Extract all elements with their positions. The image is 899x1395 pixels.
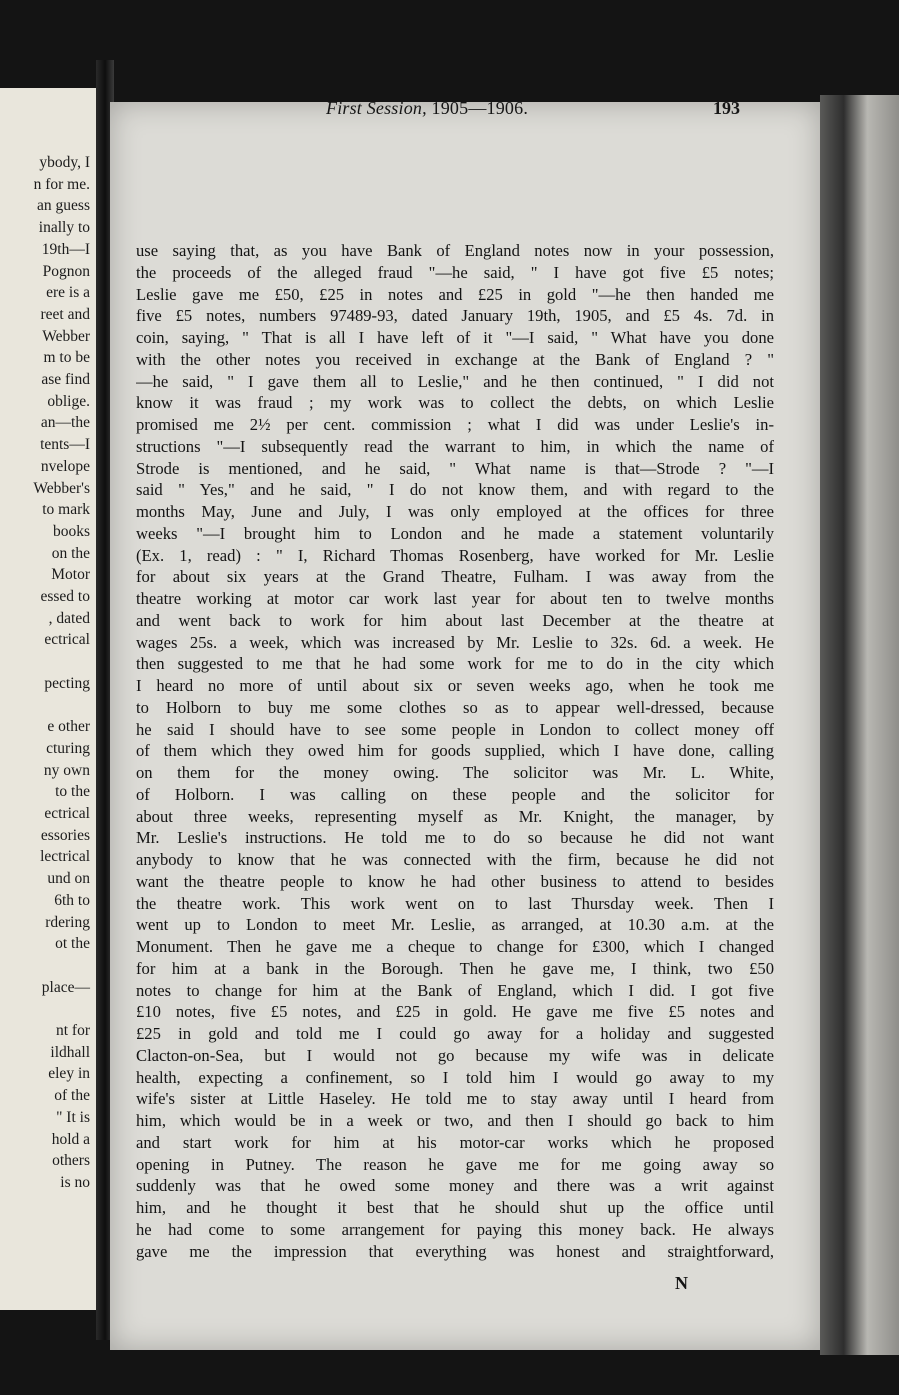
text-line: use saying that, as you have Bank of England notes now in your possession, <box>136 241 774 260</box>
left-page-fragment: nt for <box>55 1022 90 1039</box>
left-page-fragment: ildhall <box>50 1043 90 1061</box>
text-line: months May, June and July, I was only employed at the offices for three <box>136 502 774 521</box>
text-line: health, expecting a confinement, so I told him I would go away to my <box>136 1067 774 1087</box>
left-page-fragment: Webber's <box>33 479 90 497</box>
left-page-fragment: tents—I <box>40 436 90 454</box>
text-line: theatre working at motor car work last year for about ten to twelve months <box>136 589 774 608</box>
left-page-fragment: essed to <box>40 588 90 605</box>
left-page-fragment: place— <box>41 978 90 996</box>
text-line: gave me the impression that everything was honest and straightforward, <box>136 1241 774 1261</box>
text-line: said " Yes," and he said, " I do not know them, and with regard to the <box>136 480 774 500</box>
left-page-fragment: on the <box>51 544 90 562</box>
left-page-fragment: ectrical <box>44 631 90 649</box>
left-page-fragment: lectrical <box>40 848 90 866</box>
text-line: opening in Putney. The reason he gave me for me going away so <box>136 1154 774 1174</box>
left-page-fragment: e other <box>47 718 90 736</box>
text-line: the theatre work. This work went on to last Thursday week. Then I <box>136 893 774 913</box>
left-page-fragment: of the <box>54 1087 90 1105</box>
text-line: then suggested to me that he had some work for me to do in the city which <box>136 654 774 674</box>
text-line: with the other notes you received in exchange at the Bank of England ? " <box>136 349 774 369</box>
left-page-fragment: Pognon <box>42 262 90 280</box>
left-page-fragment: n for me. <box>33 175 90 193</box>
text-line: went up to London to meet Mr. Leslie, as arranged, at 10.30 a.m. at the <box>136 915 774 935</box>
text-line: £25 in gold and told me I could go away for a holiday and suggested <box>136 1024 774 1043</box>
text-line: know it was fraud ; my work was to collect the debts, on which Leslie <box>136 393 774 413</box>
text-line: and start work for him at his motor-car works which he proposed <box>136 1132 774 1152</box>
left-page-fragment: Webber <box>42 327 90 345</box>
text-line: anybody to know that he was connected with the firm, because he did not <box>136 850 774 869</box>
left-page-fragment: ase find <box>41 371 90 388</box>
text-line: about three weeks, representing myself as Mr. Knight, the manager, by <box>136 806 774 826</box>
text-line: the proceeds of the alleged fraud "—he said, " I have got five £5 notes; <box>136 262 774 282</box>
text-line: structions "—I subsequently read the warrant to him, in which the name of <box>136 436 774 456</box>
left-page-fragment: books <box>52 522 90 540</box>
left-page-fragment: rdering <box>45 913 90 931</box>
signature-mark: N <box>675 1273 688 1293</box>
text-line: he said I should have to see some people in London to collect money off <box>136 719 774 739</box>
facing-page-left <box>0 88 96 1310</box>
page-body-text <box>136 240 774 1262</box>
page-edge-right <box>820 95 899 1355</box>
text-line: —he said, " I gave them all to Leslie," and he then continued, " I did not <box>136 371 774 391</box>
left-page-fragment: others <box>52 1152 90 1170</box>
text-line: for about six years at the Grand Theatre, Fulham. I was away from the <box>136 567 774 587</box>
text-line: wife's sister at Little Haseley. He told me to stay away until I heard from <box>136 1089 774 1109</box>
text-line: I heard no more of until about six or seven weeks ago, when he took me <box>136 676 774 695</box>
text-line: him, and he thought it best that he should shut up the office until <box>136 1198 774 1217</box>
text-line: notes to change for him at the Bank of England, which I did. I got five <box>136 980 774 1000</box>
left-page-fragment: eley in <box>48 1065 90 1083</box>
text-line: of Holborn. I was calling on these people and the solicitor for <box>136 784 774 804</box>
text-line: for him at a bank in the Borough. Then he gave me, I think, two £50 <box>136 958 774 978</box>
left-page-fragment: inally to <box>38 219 90 237</box>
text-line: coin, saying, " That is all I have left of it "—I said, " What have you done <box>136 328 774 347</box>
left-page-fragment: pecting <box>44 674 90 692</box>
left-page-fragment: cturing <box>46 739 90 757</box>
left-page-fragment: to mark <box>42 501 90 519</box>
text-line: five £5 notes, numbers 97489-93, dated January 19th, 1905, and £5 4s. 7d. in <box>136 306 774 326</box>
text-line: (Ex. 1, read) : " I, Richard Thomas Rosenberg, have worked for Mr. Leslie <box>136 545 774 565</box>
left-page-fragment: 6th to <box>54 891 90 909</box>
left-page-fragment: ectrical <box>44 805 90 822</box>
left-page-fragment: reet and <box>40 305 90 323</box>
left-page-fragment: is no <box>60 1173 90 1191</box>
left-page-fragment: ere is a <box>46 284 90 302</box>
text-line: Clacton-on-Sea, but I would not go because my wife was in delicate <box>136 1045 774 1065</box>
page-193 <box>110 102 820 1350</box>
left-page-fragment: hold a <box>51 1130 90 1148</box>
left-page-fragment: an—the <box>40 414 90 432</box>
left-page-fragment: oblige. <box>47 392 90 410</box>
text-line: weeks "—I brought him to London and he made a statement voluntarily <box>136 523 774 543</box>
text-line: he had come to some arrangement for paying this money back. He always <box>136 1219 774 1239</box>
text-line: wages 25s. a week, which was increased by Mr. Leslie to 32s. 6d. a week. He <box>136 632 774 652</box>
left-page-fragment: 19th—I <box>41 240 90 258</box>
text-line: want the theatre people to know he had other business to attend to besides <box>136 871 774 891</box>
left-page-fragment: ny own <box>43 761 90 779</box>
left-page-fragment: Motor <box>51 566 90 584</box>
text-line: Mr. Leslie's instructions. He told me to do so because he did not want <box>136 828 774 848</box>
left-page-fragment: und on <box>47 870 90 888</box>
text-line: on them for the money owing. The solicitor was Mr. L. White, <box>136 763 774 782</box>
running-header <box>230 98 740 124</box>
text-line: of them which they owed him for goods supplied, which I have done, calling <box>136 741 774 761</box>
text-line: promised me 2½ per cent. commission ; what I did was under Leslie's in- <box>136 415 774 434</box>
text-line: and went back to work for him about last December at the theatre at <box>136 610 774 630</box>
left-page-fragment: ybody, I <box>39 154 90 171</box>
left-page-fragment: m to be <box>43 349 90 367</box>
running-title <box>326 98 528 119</box>
left-page-fragment: " It is <box>56 1108 90 1126</box>
left-page-fragment: , dated <box>48 609 90 627</box>
text-line: Monument. Then he gave me a cheque to change for £300, which I changed <box>136 937 774 956</box>
left-page-fragment: nvelope <box>40 457 90 475</box>
text-line: £10 notes, five £5 notes, and £25 in gold. He gave me five £5 notes and <box>136 1002 774 1022</box>
text-line: him, which would be in a week or two, and then I should go back to him <box>136 1111 774 1130</box>
text-line: to Holborn to buy me some clothes so as to appear well-dressed, because <box>136 697 774 717</box>
left-page-fragment: essories <box>40 826 90 844</box>
left-page-fragment: an guess <box>37 197 90 215</box>
running-title-session: First Session, <box>326 98 427 118</box>
text-line: suddenly was that he owed some money and there was a writ against <box>136 1176 774 1196</box>
page-number: 193 <box>713 98 740 118</box>
running-title-years: 1905—1906. <box>431 98 529 118</box>
text-line: Leslie gave me £50, £25 in notes and £25 in gold "—he then handed me <box>136 284 774 304</box>
left-page-fragment: to the <box>55 783 90 801</box>
text-line: Strode is mentioned, and he said, " What name is that—Strode ? "—I <box>136 458 774 478</box>
left-page-fragment: ot the <box>55 935 90 953</box>
